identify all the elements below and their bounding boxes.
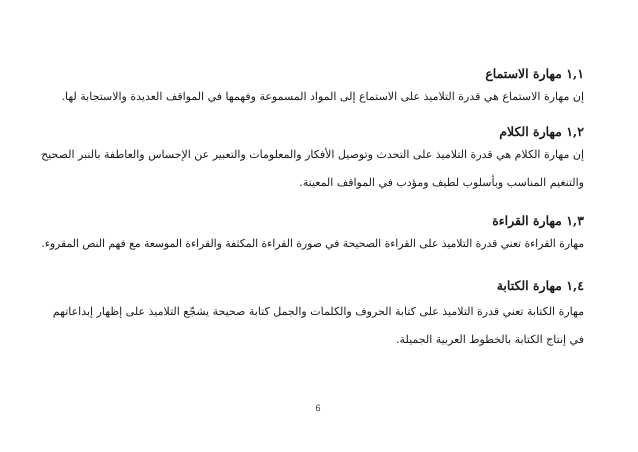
section-text-line: في إنتاج الكتابة بالخطوط العربية الجميلة.: [396, 333, 584, 346]
section-heading-speaking: ١,٢ مهارة الكلام: [499, 124, 584, 139]
section-text-line: مهارة الكتابة تعني قدرة التلاميذ على كتابة الحروف والكلمات والجمل كتابة صحيحة يشجّع التلاميذ على إظهار إبداعاتهم: [52, 305, 584, 318]
section-heading-listening: ١,١ مهارة الاستماع: [485, 66, 584, 81]
section-text-line: مهارة القراءة تعني قدرة التلاميذ على القراءة الصحيحة في صورة القراءة المكثفة والقراءة الموسعة مع فهم النص المقروء.: [41, 237, 584, 250]
section-text-line: والتنغيم المناسب وبأسلوب لطيف ومؤدب في المواقف المعينة.: [299, 176, 584, 189]
section-text-line: إن مهارة الكلام هي قدرة التلاميذ على التحدث وتوصيل الأفكار والمعلومات والتعبير عن الإحساس والعاطفة بالنبر الصحيح: [41, 148, 584, 161]
section-heading-writing: ١,٤ مهارة الكتابة: [496, 278, 584, 293]
section-text-line: إن مهارة الاستماع هي قدرة التلاميذ على الاستماع إلى المواد المسموعة وفهمها في المواقف العديدة والاستجابة لها.: [61, 90, 584, 103]
section-heading-reading: ١,٣ مهارة القراءة: [492, 213, 584, 228]
page-number: 6: [315, 403, 321, 413]
